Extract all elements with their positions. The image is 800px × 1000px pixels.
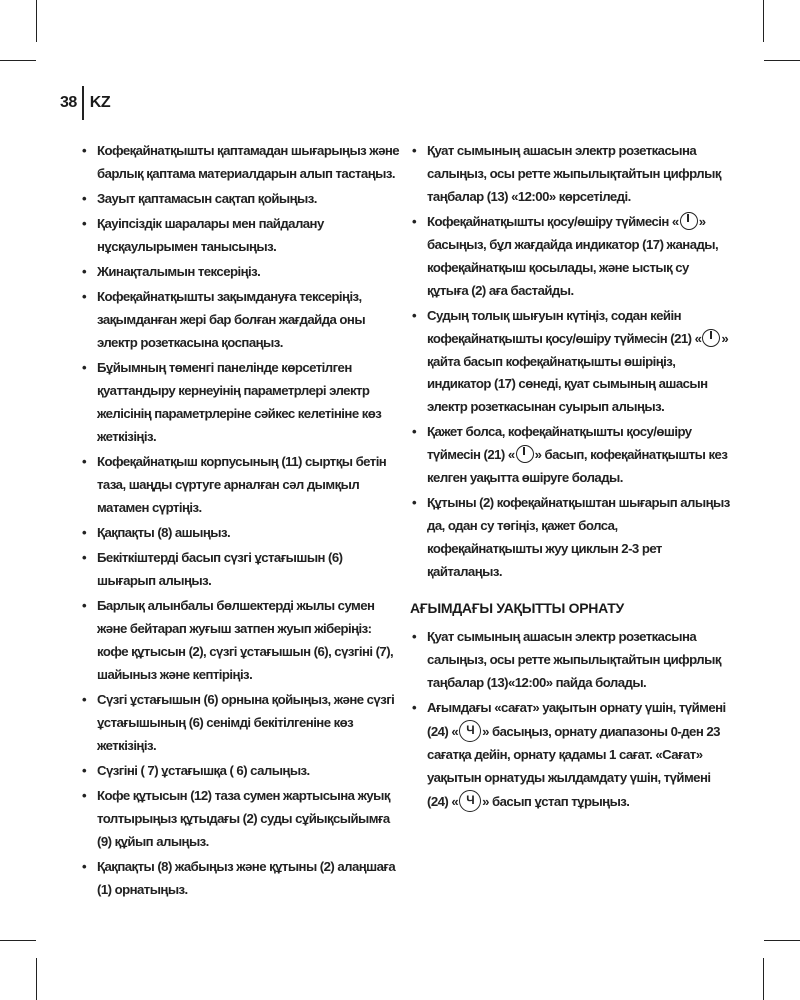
list-item <box>410 305 730 420</box>
instruction-list-right <box>410 140 730 584</box>
list-item <box>80 357 402 449</box>
item-text: Кофеқайнатқышты зақымдануға тексеріңіз, зақымданған жері бар болған жағдайда оны электр розеткасына қоспаңыз. <box>97 289 366 350</box>
crop-mark <box>0 60 36 61</box>
list-item <box>80 856 402 902</box>
language-code: KZ <box>89 94 111 111</box>
list-item <box>80 213 402 259</box>
right-column <box>410 140 730 816</box>
item-text: Қауіпсіздік шаралары мен пайдалану нұсқаулырымен танысыңыз. <box>97 216 324 254</box>
list-item <box>410 140 730 209</box>
crop-mark <box>764 940 800 941</box>
list-item <box>410 626 730 695</box>
section-heading: АҒЫМДАҒЫ УАҚЫТТЫ ОРНАТУ <box>410 599 624 616</box>
page-header <box>60 88 110 118</box>
list-item <box>80 760 402 783</box>
crop-mark <box>764 60 800 61</box>
item-text: » басыңыз, бұл жағдайда индикатор (17) жанады, кофеқайнатқыш қосылады, және ыстық су құтыға (2) аға бастайды. <box>427 213 719 298</box>
item-text: Қуат сымының ашасын электр розеткасына салыңыз, осы ретте жыпылықтайтын цифрлық таңбалар (13)«12:00» пайда болады. <box>427 628 721 690</box>
item-text: Кофе құтысын (12) таза сумен жартысына жуық толтырыңыз құтыдағы (2) суды сұйықсыйымға (9) құйып алыңыз. <box>97 787 390 849</box>
item-text: » басып ұстап тұрыңыз. <box>482 793 630 809</box>
item-text: » басыңыз, орнату диапазоны 0-ден 23 сағатқа дейін, орнату қадамы 1 сағат. «Сағат» уақытын орнатуды жылдамдату үшін, түймені (24) « <box>427 723 720 809</box>
item-text: Ағымдағы «сағат» уақытын орнату үшін, түймені (24) « <box>427 699 726 739</box>
item-text: Құтыны (2) кофеқайнатқыштан шығарып алыңыз да, одан су төгіңіз, қажет болса, кофеқайнатқышты жуу циклын 2-3 рет қайталаңыз. <box>427 495 730 580</box>
list-item <box>80 689 402 758</box>
list-item <box>80 785 402 854</box>
item-text: Бекіткіштерді басып сүзгі ұстағышын (6) шығарып алыңыз. <box>97 549 343 588</box>
crop-mark <box>0 940 36 941</box>
item-text: Жинақталымын тексеріңіз. <box>97 264 261 280</box>
power-icon <box>702 329 720 347</box>
list-item <box>80 522 402 545</box>
item-text: » қайта басып кофеқайнатқышты өшіріңіз, индикатор (17) сөнеді, қуат сымының ашасын электр розеткасынан суырып алыңыз. <box>427 330 729 415</box>
crop-mark <box>763 958 764 1000</box>
list-item <box>410 697 730 814</box>
item-text: Сүзгі ұстағышын (6) орнына қойыңыз, және сүзгі ұстағышының (6) сенімді бекітілгеніне көз жеткізіңіз. <box>97 691 395 753</box>
item-text: Сүзгіні ( 7) ұстағышқа ( 6) салыңыз. <box>97 762 310 778</box>
clock-h-icon <box>459 790 481 812</box>
power-icon <box>516 445 534 463</box>
list-item <box>80 547 402 593</box>
item-text: Кофеқайнатқышты қосу/өшіру түймесін « <box>427 213 679 229</box>
crop-mark <box>763 0 764 42</box>
list-item <box>80 451 402 520</box>
page-number: 38 <box>60 94 77 111</box>
item-text: Зауыт қаптамасын сақтап қойыңыз. <box>97 191 317 206</box>
crop-mark <box>36 958 37 1000</box>
item-text: Қажет болса, кофеқайнатқышты қосу/өшіру түймесін (21) « <box>427 424 692 463</box>
item-text: Қуат сымының ашасын электр розеткасына салыңыз, осы ретте жыпылықтайтын цифрлық таңбалар (13) «12:00» көрсетіледі. <box>427 143 721 204</box>
list-item <box>80 188 402 211</box>
instruction-list-left <box>80 140 402 901</box>
list-item <box>410 421 730 490</box>
header-divider <box>82 86 84 120</box>
item-text: Бұйымның төменгі панелінде көрсетілген қуаттандыру кернеуінің параметрлері электр желісінің параметрлеріне сәйкес келетініне көз жеткізіңіз. <box>97 360 382 444</box>
list-item <box>80 261 402 284</box>
left-column <box>80 140 402 904</box>
item-text: Қақпақты (8) ашыңыз. <box>97 524 231 540</box>
clock-h-icon <box>459 720 481 742</box>
item-text: Кофеқайнатқышты қаптамадан шығарыңыз және барлық қаптама материалдарын алып тастаңыз. <box>97 143 400 181</box>
clock-glyph: Ч <box>466 792 475 807</box>
list-item <box>410 211 730 303</box>
crop-mark <box>36 0 37 42</box>
power-icon <box>680 212 698 230</box>
list-item <box>80 286 402 355</box>
instruction-list-time <box>410 626 730 813</box>
list-item <box>80 140 402 186</box>
item-text: » басып, кофеқайнатқышты кез келген уақытта өшіруге болады. <box>427 447 728 486</box>
item-text: Кофеқайнатқыш корпусының (11) сыртқы бетін таза, шаңды сүртуге арналған сәл дымқыл матамен сүртіңіз. <box>97 453 387 515</box>
item-text: Судың толық шығуын күтіңіз, содан кейін кофеқайнатқышты қосу/өшіру түймесін (21) « <box>427 307 702 346</box>
item-text: Барлық алынбалы бөлшектерді жылы сумен және бейтарап жуғыш затпен жуып жіберіңіз: кофе құтысын (2), сүзгі ұстағышын (6), сүзгіні (7), шайыныз және кептіріңіз. <box>97 597 394 682</box>
list-item <box>80 595 402 687</box>
list-item <box>410 492 730 584</box>
clock-glyph: Ч <box>466 722 475 737</box>
item-text: Қақпақты (8) жабыңыз және құтыны (2) алаңшаға (1) орнатыңыз. <box>97 858 396 897</box>
